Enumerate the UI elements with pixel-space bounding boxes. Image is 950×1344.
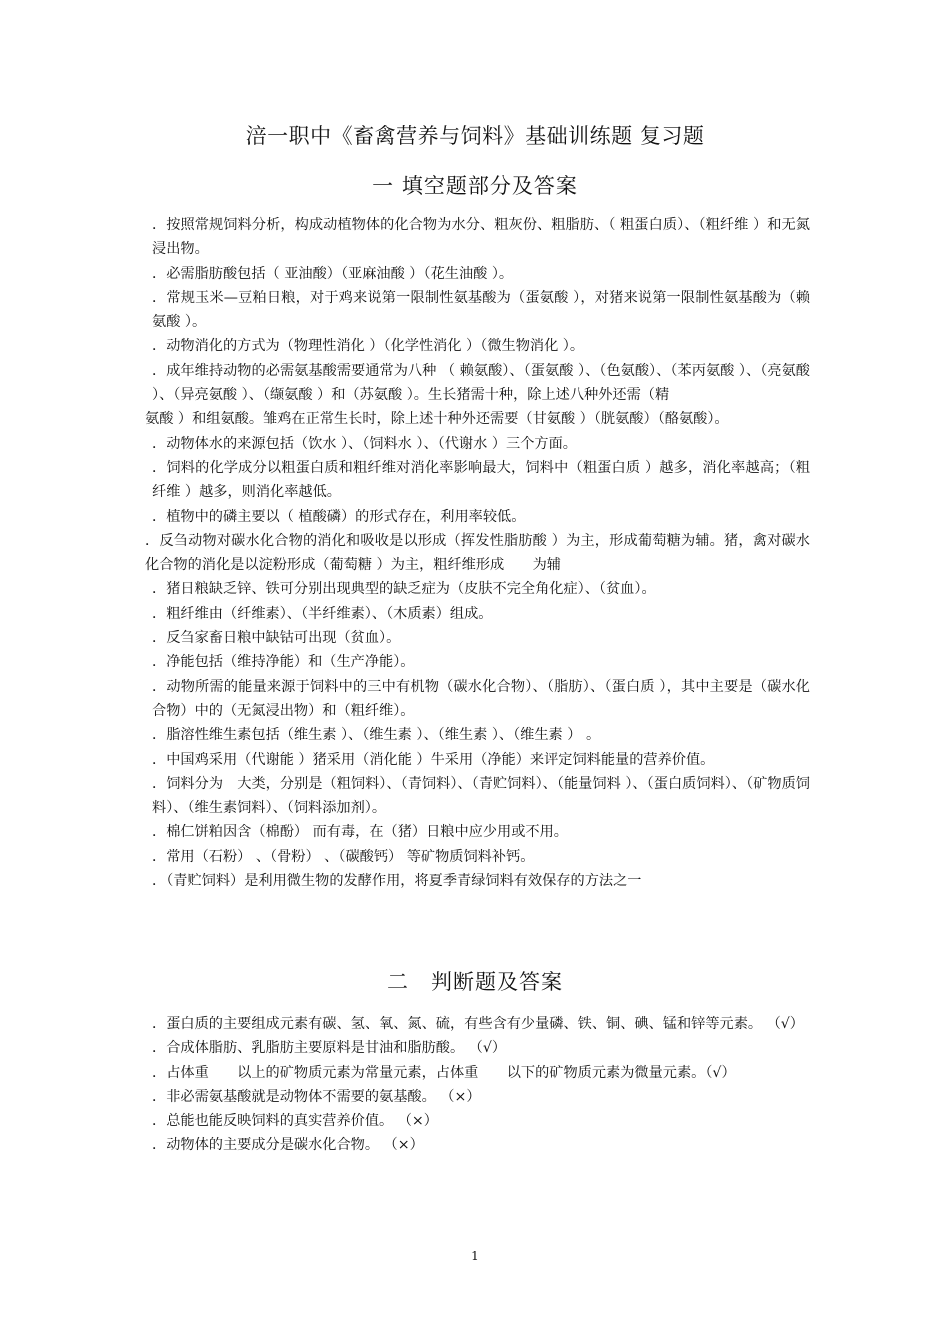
question-item: ．常用（石粉） 、（骨粉） 、（碳酸钙） 等矿物质饲料补钙。 <box>152 848 535 865</box>
question-item: ．动物消化的方式为（物理性消化 ）（化学性消化 ）（微生物消化 ）。 <box>152 338 585 355</box>
question-item: ．粗纤维由（纤维素）、（半纤维素）、（木质素）组成。 <box>152 605 493 622</box>
question-item: ．饲料的化学成分以粗蛋白质和粗纤维对消化率影响最大，饲料中（粗蛋白质 ）越多，消化率越高；（粗纤维 ）越多，则消化率越低。 <box>152 459 810 501</box>
question-item: ．非必需氨基酸就是动物体不需要的氨基酸。 （×） <box>152 1088 481 1105</box>
question-item: ．猪日粮缺乏锌、铁可分别出现典型的缺乏症为（皮肤不完全角化症）、（贫血）。 <box>152 581 656 598</box>
question-item: ．脂溶性维生素包括（维生素 ）、（维生素 ）、（维生素 ）、（维生素 ） 。 <box>152 727 601 744</box>
question-item: ．棉仁饼粕因含（棉酚） 而有毒，在（猪）日粮中应少用或不用。 <box>152 824 568 841</box>
section-heading-true-false: 二 判断题及答案 <box>387 970 563 994</box>
question-item: ．按照常规饲料分析，构成动植物体的化合物为水分、粗灰份、粗脂肪、（ 粗蛋白质）、（粗纤维 ）和无氮浸出物。 <box>152 217 810 258</box>
question-item: 氨酸 ）和组氨酸。雏鸡在正常生长时，除上述十种外还需要（甘氨酸 ）（胱氨酸）（酪氨酸）。 <box>145 411 729 428</box>
question-item: ．占体重 以上的矿物质元素为常量元素，占体重 以下的矿物质元素为微量元素。（√） <box>152 1064 736 1081</box>
question-item: ．蛋白质的主要组成元素有碳、氢、氧、氮、硫，有些含有少量磷、铁、铜、碘、锰和锌等元素。 （√） <box>152 1016 804 1032</box>
document-title: 涪一职中《畜禽营养与饲料》基础训练题 复习题 <box>245 124 705 148</box>
question-item: ．中国鸡采用（代谢能 ）猪采用（消化能 ）牛采用（净能）来评定饲料能量的营养价值。 <box>152 751 715 768</box>
question-item: ．必需脂肪酸包括（ 亚油酸）（亚麻油酸 ）（花生油酸 ）。 <box>152 265 514 282</box>
question-item: ．成年维持动物的必需氨基酸需要通常为八种 （ 赖氨酸）、（蛋氨酸 ）、（色氨酸）、（苯丙氨酸 ）、（亮氨酸 ）、（异亮氨酸 ）、（缬氨酸 ）和（苏氨酸 ）。生长猪需十种，除上述八种外还需（精 <box>152 362 810 404</box>
question-item: ．植物中的磷主要以（ 植酸磷）的形式存在，利用率较低。 <box>152 508 526 525</box>
section-heading-fill-in: 一 填空题部分及答案 <box>372 174 578 198</box>
question-item: ．（青贮饲料）是利用微生物的发酵作用，将夏季青绿饲料有效保存的方法之一 <box>152 873 642 890</box>
question-item: ．合成体脂肪、乳脂肪主要原料是甘油和脂肪酸。 （√） <box>152 1040 507 1057</box>
true-false-questions <box>145 1012 810 1158</box>
question-item: ．反刍家畜日粮中缺钴可出现（贫血）。 <box>152 630 401 647</box>
question-item: ．反刍动物对碳水化合物的消化和吸收是以形成（挥发性脂肪酸 ）为主，形成葡萄糖为辅。猪，禽对碳水化合物的消化是以淀粉形成（葡萄糖 ）为主，粗纤维形成 为辅 <box>145 532 810 574</box>
question-item: ．动物体的主要成分是碳水化合物。 （×） <box>152 1137 424 1154</box>
fill-in-questions <box>145 213 810 893</box>
question-item: ．净能包括（维持净能）和（生产净能）。 <box>152 654 415 671</box>
question-item: ．动物体水的来源包括（饮水 ）、（饲料水 ）、（代谢水 ）三个方面。 <box>152 435 577 452</box>
question-item: ．总能也能反映饲料的真实营养价值。 （×） <box>152 1113 438 1130</box>
question-item: ．动物所需的能量来源于饲料中的三中有机物（碳水化合物）、（脂肪）、（蛋白质 ），其中主要是（碳水化合物）中的（无氮浸出物）和（粗纤维）。 <box>152 678 810 719</box>
question-item: ．饲料分为 大类，分别是（粗饲料）、（青饲料）、（青贮饲料）、（能量饲料 ）、（蛋白质饲料）、（矿物质饲料）、（维生素饲料）、（饲料添加剂）。 <box>152 775 810 817</box>
question-item: ．常规玉米—豆粕日粮，对于鸡来说第一限制性氨基酸为（蛋氨酸 ），对猪来说第一限制性氨基酸为（赖氨酸 ）。 <box>152 289 810 331</box>
page-number: 1 <box>471 1249 479 1263</box>
